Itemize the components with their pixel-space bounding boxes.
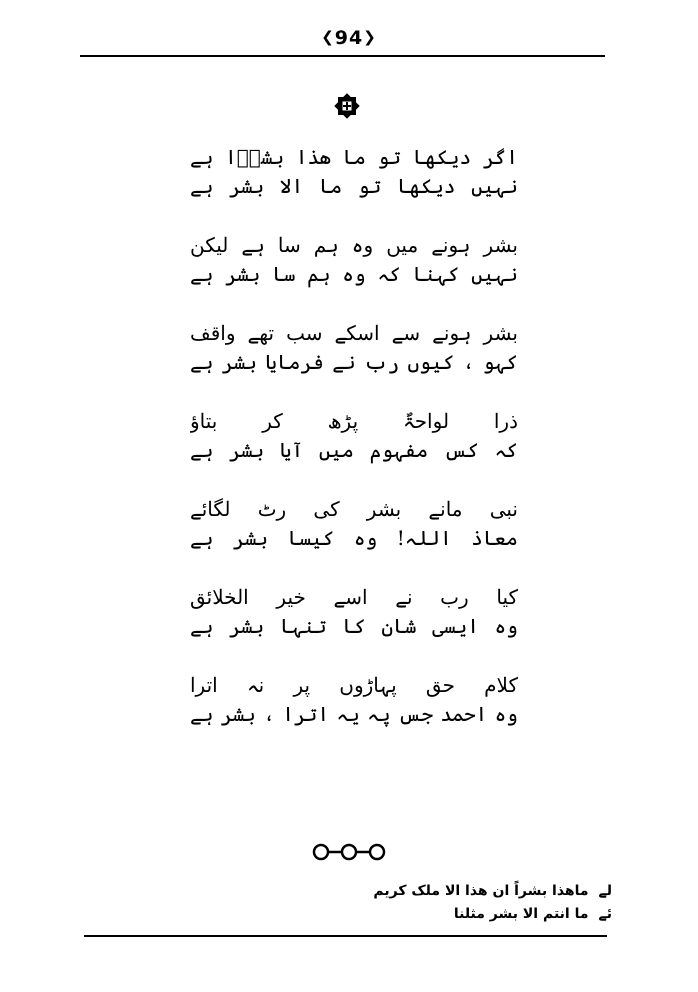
page-header (0, 27, 698, 49)
verse-line: کہو ، کیوں رب نے فرمایا بشر ہے (190, 350, 518, 374)
poem (190, 143, 518, 759)
verse-line: کلام حق پہاڑوں پر نہ اترا (190, 673, 518, 697)
verse-line: اگر دیکھا تو ما ھذا بشرؔا ہے (190, 145, 518, 169)
stanza (190, 671, 518, 729)
star-ornament-icon (333, 92, 361, 120)
stanza (190, 583, 518, 641)
header-rule (80, 55, 605, 57)
footnotes (300, 880, 612, 926)
footnote-marker: لے (598, 883, 612, 899)
footnote (300, 903, 612, 926)
verse-line: معاذ اللہ! وہ کیسا بشر ہے (190, 526, 518, 550)
verse-line: کیا رب نے اسے خیر الخلائق (190, 585, 518, 609)
verse-line: وہ ایسی شان کا تنہا بشر ہے (190, 614, 518, 638)
stanza (190, 143, 518, 201)
stanza (190, 407, 518, 465)
footnote-text: ماھذا بشراً ان ھذا الا ملک کریم (373, 883, 589, 899)
stanza (190, 231, 518, 289)
footnote-text: ما انتم الا بشر مثلنا (453, 906, 589, 922)
verse-line: نہیں دیکھا تو ما الا بشر ہے (190, 174, 518, 198)
footnote (300, 880, 612, 903)
verse-line: ذرا لواحۃٌ پڑھ کر بتاؤ (190, 409, 518, 433)
right-ornament-icon: ❯ (363, 28, 377, 46)
verse-line: بشر ہونے سے اسکے سب تھے واقف (190, 321, 518, 345)
verse-line: وہ احمد جس پہ یہ اترا ، بشر ہے (190, 702, 518, 726)
stanza (190, 319, 518, 377)
verse-line: نبی مانے بشر کی رٹ لگائے (190, 497, 518, 521)
chain-divider-icon (311, 842, 387, 862)
verse-line: نہیں کہنا کہ وہ ہم سا بشر ہے (190, 262, 518, 286)
footnote-marker: ئے (598, 906, 612, 922)
verse-line: بشر ہونے میں وہ ہم سا ہے لیکن (190, 233, 518, 257)
left-ornament-icon: ❮ (321, 28, 335, 46)
footer-rule (84, 935, 607, 937)
verse-line: کہ کس مفہوم میں آیا بشر ہے (190, 438, 518, 462)
stanza (190, 495, 518, 553)
page-number: ❮94❯ (321, 27, 377, 49)
